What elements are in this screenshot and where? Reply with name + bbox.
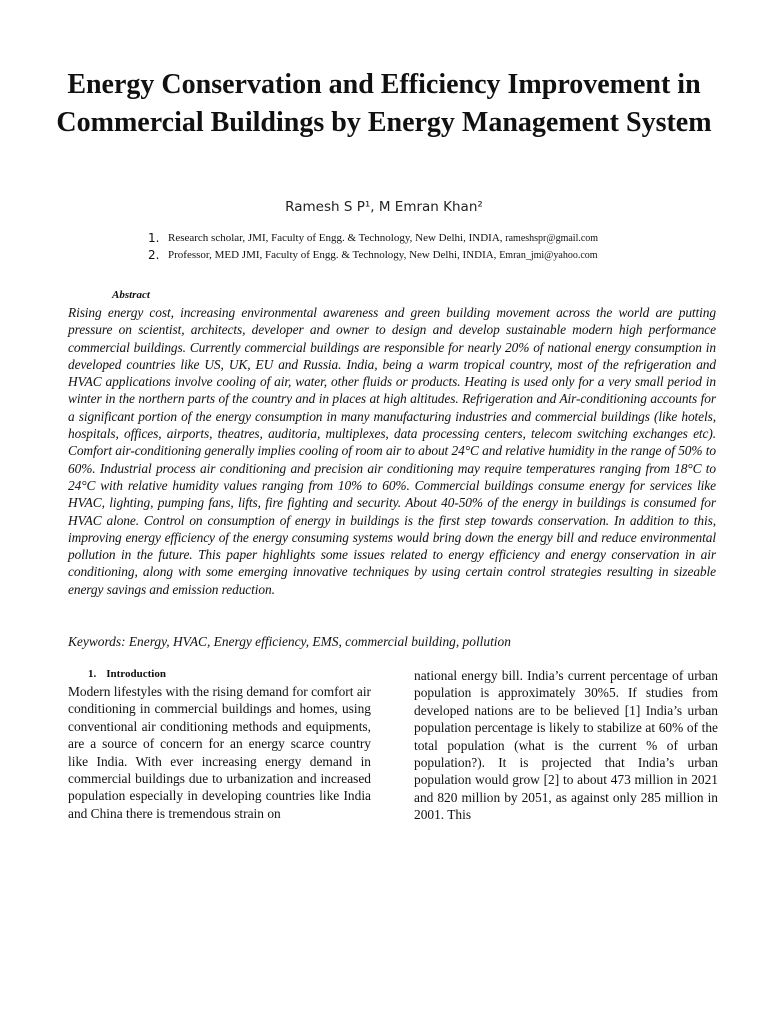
section-heading <box>88 668 166 680</box>
paper-title: Energy Conservation and Efficiency Improvement in Commercial Buildings by Energy Management System <box>56 69 712 138</box>
section-number: 1. <box>88 668 97 680</box>
abstract-heading: Abstract <box>112 289 150 301</box>
affiliation-number: 2. <box>148 248 160 262</box>
keywords-line: Keywords: Energy, HVAC, Energy efficiency, EMS, commercial building, pollution <box>68 634 511 649</box>
affiliation-number: 1. <box>148 231 160 245</box>
abstract-text: Rising energy cost, increasing environmental awareness and green building movement across the world are putting pressure on scientist, architects, developer and owner to design and develop sustainable modern high performance commercial buildings. Currently commercial buildings are responsible for nearly 20% of national energy consumption in developed countries like US, UK, EU and Russia. India, being a warm tropical country, most of the refrigeration and HVAC applications involve cooling of air, water, other fluids or products. Heating is used only for a very small period in winter in the northern parts of the country and in places at high altitudes. Refrigeration and Air-conditioning accounts for a significant portion of the energy consumption in many manufacturing industries and commercial buildings (like hotels, hospitals, offices, airports, theatres, auditoria, multiplexes, data processing centers, telecom switching exchanges etc). Comfort air-conditioning generally implies cooling of room air to about 24°C and relative humidity in the range of 50% to 60%. Industrial process air conditioning and precision air conditioning may require temperatures ranging from 18°C to 24°C with relative humidity values ranging from 10% to 60%. Commercial buildings consume energy for services like HVAC, lighting, pumping fans, lifts, fire fighting and security. About 40-50% of the energy in buildings is consumed for HVAC alone. Control on consumption of energy in buildings is the first step towards conservation. In addition to this, improving energy efficiency of the energy consuming systems would bring down the energy bill and reduce environmental pollution in the future. This paper highlights some issues related to energy efficiency and energy conservation in air conditioning, along with some emerging innovative techniques by using certain control strategies resulting in sizeable energy savings and emission reduction. <box>68 305 716 597</box>
affiliation-email: Emran_jmi@yahoo.com <box>499 250 598 261</box>
affiliation-item <box>140 247 740 264</box>
affiliation-list <box>140 230 740 264</box>
section-title: Introduction <box>106 668 166 680</box>
author-line: Ramesh S P¹, M Emran Khan² <box>285 199 483 215</box>
affiliation-email: rameshspr@gmail.com <box>505 233 599 244</box>
body-column-left: Modern lifestyles with the rising demand for comfort air conditioning in commercial buildings and homes, using conventional air conditioning methods and equipments, are a source of concern for an energy scarce country like India. With ever increasing energy demand in commercial buildings due to urbanization and increased population especially in developing countries like India and China there is tremendous strain on <box>68 684 371 821</box>
body-column-right: national energy bill. India’s current percentage of urban population is approximately 30%5. If studies from developed nations are to be believed [1] India’s urban population percentage is likely to stabilize at 60% of the total population (what is the current % of urban population?). It is projected that India’s urban population would grow [2] to about 473 million in 2021 and 820 million by 2051, as against only 285 million in 2001. This <box>414 668 718 823</box>
affiliation-text: Research scholar, JMI, Faculty of Engg. & Technology, New Delhi, INDIA, <box>168 232 506 244</box>
affiliation-text: Professor, MED JMI, Faculty of Engg. & Technology, New Delhi, INDIA, <box>168 249 500 261</box>
affiliation-item <box>140 230 740 247</box>
